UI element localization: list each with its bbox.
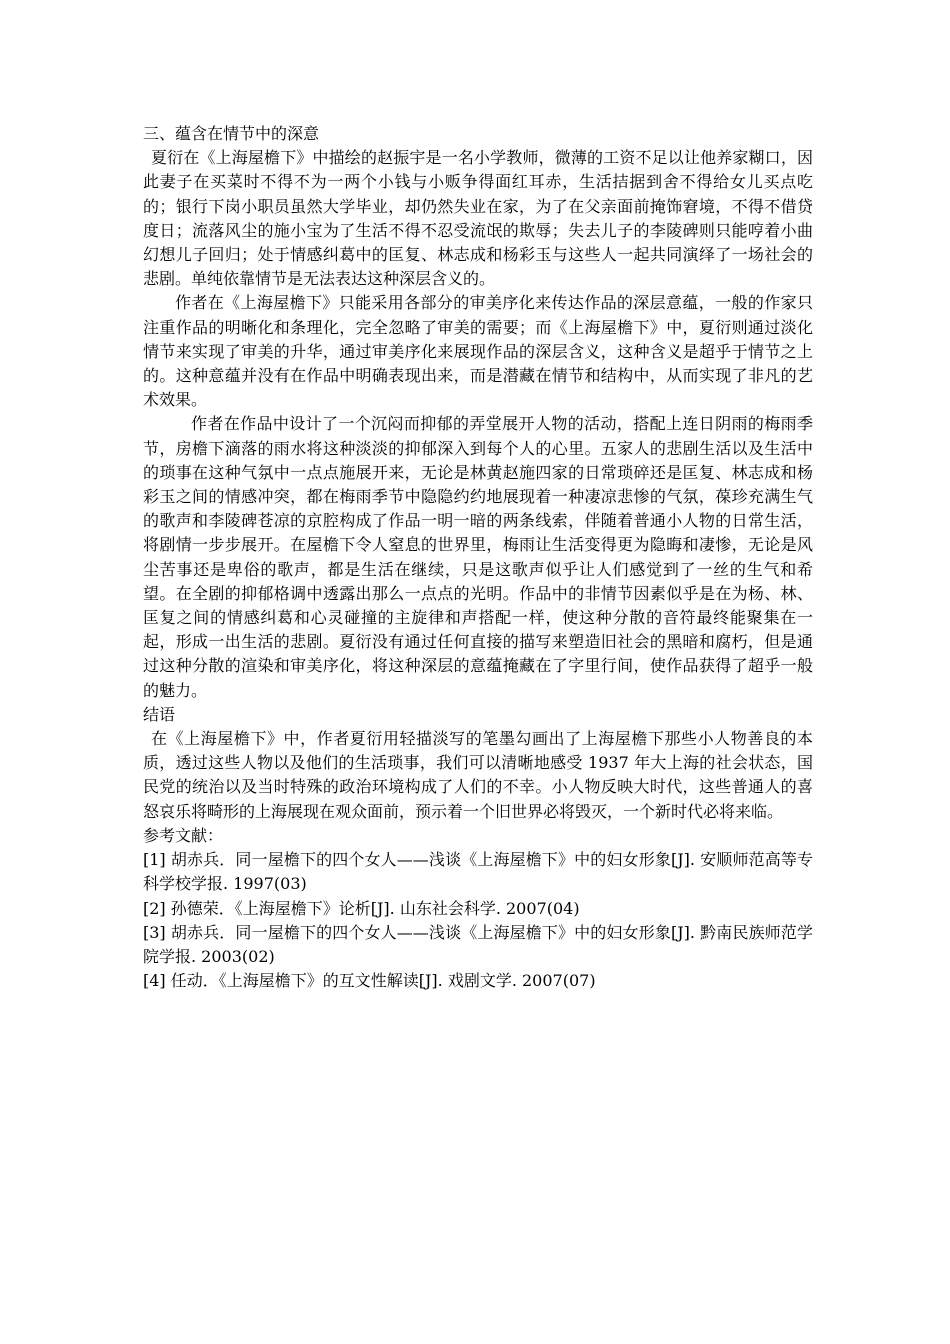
document-page <box>143 122 813 993</box>
body-paragraph-2: 作者在《上海屋檐下》只能采用各部分的审美序化来传达作品的深层意蕴，一般的作家只注重作品的明晰化和条理化，完全忽略了审美的需要；而《上海屋檐下》中，夏衍则通过淡化情节来实现了审美的升华，通过审美序化来展现作品的深层含义，这种含义是超乎于情节之上的。这种意蕴并没有在作品中明确表现出来，而是潜藏在情节和结构中，从而实现了非凡的艺术效果。 <box>143 293 813 410</box>
section-heading: 三、蕴含在情节中的深意 <box>143 124 320 143</box>
conclusion-heading: 结语 <box>143 704 176 724</box>
reference-item-2: [2] 孙德荣．《上海屋檐下》论析[J]. 山东社会科学. 2007(04) <box>143 898 580 918</box>
conclusion-paragraph: 在《上海屋檐下》中，作者夏衍用轻描淡写的笔墨勾画出了上海屋檐下那些小人物善良的本质，透过这些人物以及他们的生活琐事，我们可以清晰地感受 1937 年大上海的社会状态，国民党的统治以及当时特殊的政治环境构成了人们的不幸。小人物反映大时代，这些普通人的喜怒哀乐将畸形的上海展现在观众面前，预示着一个旧世界必将毁灭，一个新时代必将来临。 <box>143 729 813 821</box>
reference-item-3: [3] 胡赤兵．同一屋檐下的四个女人——浅谈《上海屋檐下》中的妇女形象[J]. 黔南民族师范学院学报. 2003(02) <box>143 922 813 966</box>
body-paragraph-1: 夏衍在《上海屋檐下》中描绘的赵振宇是一名小学教师，微薄的工资不足以让他养家糊口，因此妻子在买菜时不得不为一两个小钱与小贩争得面红耳赤，生活拮据到舍不得给女儿买点吃的；银行下岗小职员虽然大学毕业，却仍然失业在家，为了在父亲面前掩饰窘境，不得不借贷度日；流落风尘的施小宝为了生活不得不忍受流氓的欺辱；失去儿子的李陵碑则只能哼着小曲幻想儿子回归；处于情感纠葛中的匡复、林志成和杨彩玉与这些人一起共同演绎了一场社会的悲剧。单纯依靠情节是无法表达这种深层含义的。 <box>143 148 813 289</box>
reference-item-4: [4] 任动．《上海屋檐下》的互文性解读[J]. 戏剧文学. 2007(07) <box>143 971 596 991</box>
references-heading: 参考文献： <box>143 825 224 845</box>
body-paragraph-3: 作者在作品中设计了一个沉闷而抑郁的弄堂展开人物的活动，搭配上连日阴雨的梅雨季节，房檐下滴落的雨水将这种淡淡的抑郁深入到每个人的心里。五家人的悲剧生活以及生活中的琐事在这种气氛中一点点施展开来，无论是林黄赵施四家的日常琐碎还是匡复、林志成和杨彩玉之间的情感冲突，都在梅雨季节中隐隐约约地展现着一种凄凉悲惨的气氛，葆珍充满生气的歌声和李陵碑苍凉的京腔构成了作品一明一暗的两条线索，伴随着普通小人物的日常生活，将剧情一步步展开。在屋檐下令人窒息的世界里，梅雨让生活变得更为隐晦和凄惨，无论是风尘苦事还是卑俗的歌声，都是生活在继续，只是这歌声似乎让人们感觉到了一丝的生气和希望。在全剧的抑郁格调中透露出那么一点点的光明。作品中的非情节因素似乎是在为杨、林、匡复之间的情感纠葛和心灵碰撞的主旋律和声搭配一样，使这种分散的音符最终能聚集在一起，形成一出生活的悲剧。夏衍没有通过任何直接的描写来塑造旧社会的黑暗和腐朽，但是通过这种分散的渲染和审美序化，将这种深层的意蕴掩藏在了字里行间，使作品获得了超乎一般的魅力。 <box>143 414 813 700</box>
reference-item-1: [1] 胡赤兵．同一屋檐下的四个女人——浅谈《上海屋檐下》中的妇女形象[J]. 安顺师范高等专科学校学报. 1997(03) <box>143 850 813 894</box>
